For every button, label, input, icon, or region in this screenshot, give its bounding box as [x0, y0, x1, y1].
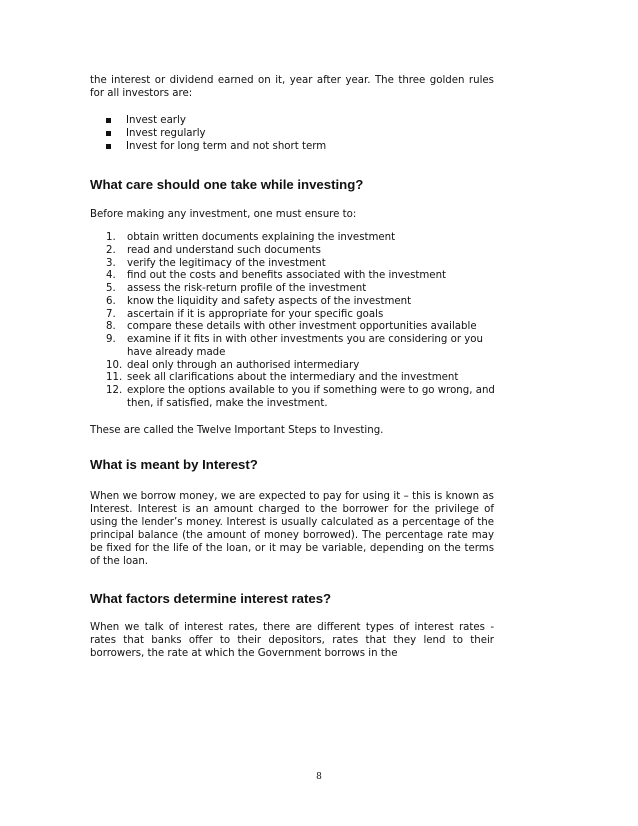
list-item: [106, 372, 496, 385]
step-number: 7.: [106, 308, 116, 320]
step-text: explore the options available to you if something were to go wrong, and then, if satisfied, make the investment.: [127, 385, 495, 409]
golden-rules-list: [106, 114, 326, 153]
step-text: compare these details with other investment opportunities available: [127, 321, 477, 333]
step-text: obtain written documents explaining the investment: [127, 232, 396, 243]
list-item: [106, 309, 496, 322]
list-item: [106, 283, 496, 296]
section-heading-interest: What is meant by Interest?: [90, 457, 258, 472]
list-item: Invest regularly: [106, 127, 326, 140]
list-item: [106, 360, 496, 373]
list-item: [106, 232, 496, 245]
step-number: 3.: [106, 257, 116, 269]
step-number: 9.: [106, 334, 116, 345]
section-heading-factors: What factors determine interest rates?: [90, 591, 332, 606]
square-bullet-icon: [106, 118, 111, 123]
list-item: [106, 321, 496, 334]
intro-paragraph: the interest or dividend earned on it, year after year. The three golden rules for all investors are:: [90, 75, 494, 99]
investment-steps-list: [106, 232, 496, 411]
step-number: 4.: [106, 270, 116, 282]
section-heading-care: What care should one take while investing?: [90, 177, 364, 192]
step-text: seek all clarifications about the intermediary and the investment: [127, 372, 459, 384]
step-number: 10.: [106, 359, 123, 371]
step-text: find out the costs and benefits associated with the investment: [127, 270, 447, 282]
step-text: know the liquidity and safety aspects of the investment: [127, 295, 412, 307]
step-number: 2.: [106, 244, 116, 256]
factors-paragraph: When we talk of interest rates, there are different types of interest rates - rates that banks offer to their depositors, rates that they lend to their borrowers, the rate at which the Government borrows in the: [90, 622, 494, 659]
list-item: [106, 385, 496, 411]
square-bullet-icon: [106, 144, 111, 149]
step-text: verify the legitimacy of the investment: [127, 257, 326, 269]
interest-paragraph: When we borrow money, we are expected to pay for using it – this is known as Interest. Interest is an amount charged to the borrower for the privilege of using the lender’s money. Interest is usually calculated as a percentage of the principal balance (the amount of money borrowed). The percentage rate may be fixed for the life of the loan, or it may be variable, depending on the terms of the loan.: [90, 491, 494, 567]
list-item: Invest early: [106, 114, 326, 127]
care-lead-paragraph: Before making any investment, one must ensure to:: [90, 209, 357, 220]
list-item: [106, 258, 496, 271]
step-number: 1.: [106, 232, 116, 243]
step-number: 12.: [106, 385, 123, 396]
step-text: assess the risk-return profile of the investment: [127, 283, 367, 294]
step-number: 8.: [106, 321, 116, 333]
list-item: Invest for long term and not short term: [106, 140, 326, 153]
step-number: 6.: [106, 295, 116, 307]
list-item: [106, 270, 496, 283]
step-number: 5.: [106, 283, 116, 294]
square-bullet-icon: [106, 131, 111, 136]
care-closing-paragraph: These are called the Twelve Important Steps to Investing.: [90, 425, 384, 436]
page-number: 8: [316, 772, 322, 782]
step-text: examine if it fits in with other investments you are considering or you have already made: [127, 334, 483, 358]
step-text: ascertain if it is appropriate for your specific goals: [127, 308, 384, 320]
step-text: read and understand such documents: [127, 244, 321, 256]
list-item: [106, 334, 496, 360]
step-text: deal only through an authorised intermediary: [127, 359, 360, 371]
list-item: [106, 245, 496, 258]
list-item: [106, 296, 496, 309]
step-number: 11.: [106, 372, 123, 384]
